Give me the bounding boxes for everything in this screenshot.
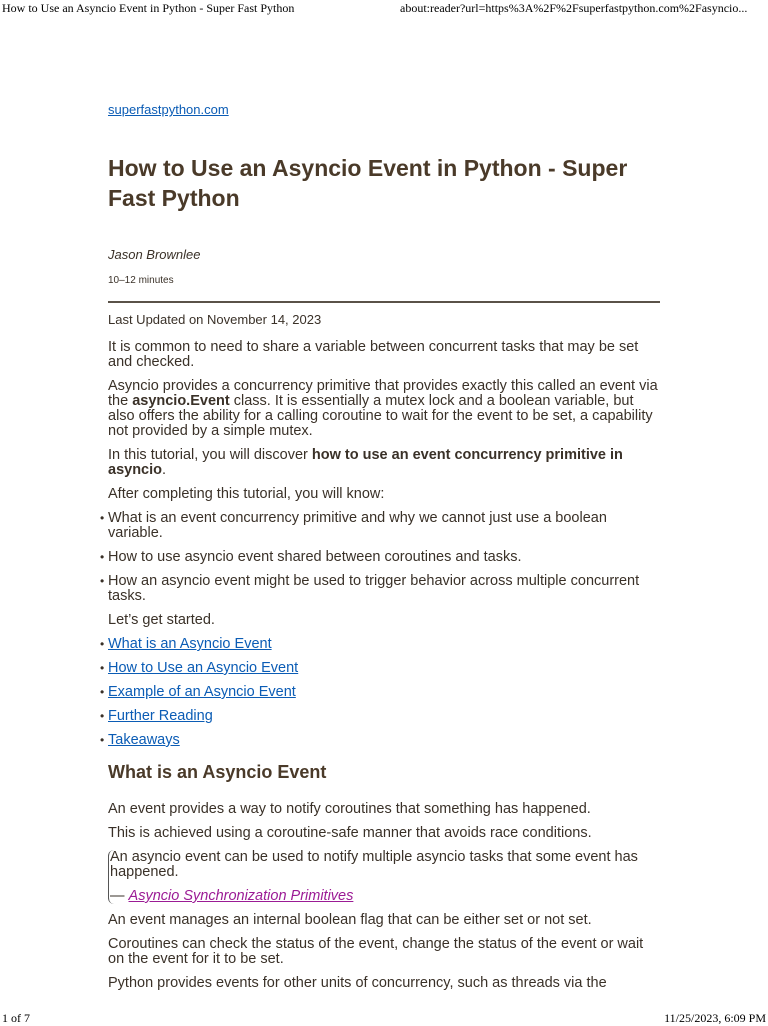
list-item: • How an asyncio event might be used to trigger behavior across multiple concurrent tasks. [108,574,660,604]
divider [108,301,660,303]
quote-citation: — Asyncio Synchronization Primitives [110,888,354,904]
print-header-url: about:reader?url=https%3A%2F%2Fsuperfastpython.com%2Fasyncio... [400,1,748,15]
article-title: How to Use an Asyncio Event in Python - Super Fast Python [108,155,628,211]
toc-link[interactable]: Example of an Asyncio Event [108,684,296,700]
paragraph: Coroutines can check the status of the event, change the status of the event or wait on the event for it to be set. [108,936,644,967]
section-heading: What is an Asyncio Event [108,762,327,782]
print-header-title: How to Use an Asyncio Event in Python - Super Fast Python [2,1,295,15]
paragraph: An event provides a way to notify coroutines that something has happened. [108,801,591,817]
article [108,102,660,1000]
page-number: 1 of 7 [2,1011,30,1025]
paragraph: Let’s get started. [108,612,215,628]
learning-list [108,511,660,604]
paragraph: After completing this tutorial, you will know: [108,486,385,502]
toc-link[interactable]: Takeaways [108,732,180,748]
paragraph: This is achieved using a coroutine-safe manner that avoids race conditions. [108,825,592,841]
list-item: • How to use asyncio event shared between coroutines and tasks. [108,550,660,565]
site-link[interactable]: superfastpython.com [108,102,229,117]
paragraph: Python provides events for other units of concurrency, such as threads via the [108,975,607,991]
print-datetime: 11/25/2023, 6:09 PM [664,1011,766,1025]
toc-link[interactable]: Further Reading [108,708,213,724]
paragraph: It is common to need to share a variable between concurrent tasks that may be set and checked. [108,339,639,370]
toc-link[interactable]: What is an Asyncio Event [108,636,272,652]
list-item: • What is an event concurrency primitive and why we cannot just use a boolean variable. [108,511,660,541]
toc-link[interactable]: How to Use an Asyncio Event [108,660,299,676]
last-updated: Last Updated on November 14, 2023 [108,312,322,327]
blockquote [108,850,660,904]
paragraph: An event manages an internal boolean flag that can be either set or not set. [108,912,592,928]
table-of-contents [108,637,660,748]
paragraph: Asyncio provides a concurrency primitive that provides exactly this called an event via the asyncio.Event class. It is essentially a mutex lock and a boolean variable, but also offers the ability for a calling coroutine to wait for the event to be set, a capability not provided by a simple mutex. [108,378,658,439]
reading-time: 10–12 minutes [108,275,174,286]
citation-link[interactable]: Asyncio Synchronization Primitives [128,888,354,904]
author: Jason Brownlee [108,247,201,262]
quote-text: An asyncio event can be used to notify multiple asyncio tasks that some event has happened. [110,849,638,880]
paragraph: In this tutorial, you will discover how to use an event concurrency primitive in asyncio. [108,447,623,478]
